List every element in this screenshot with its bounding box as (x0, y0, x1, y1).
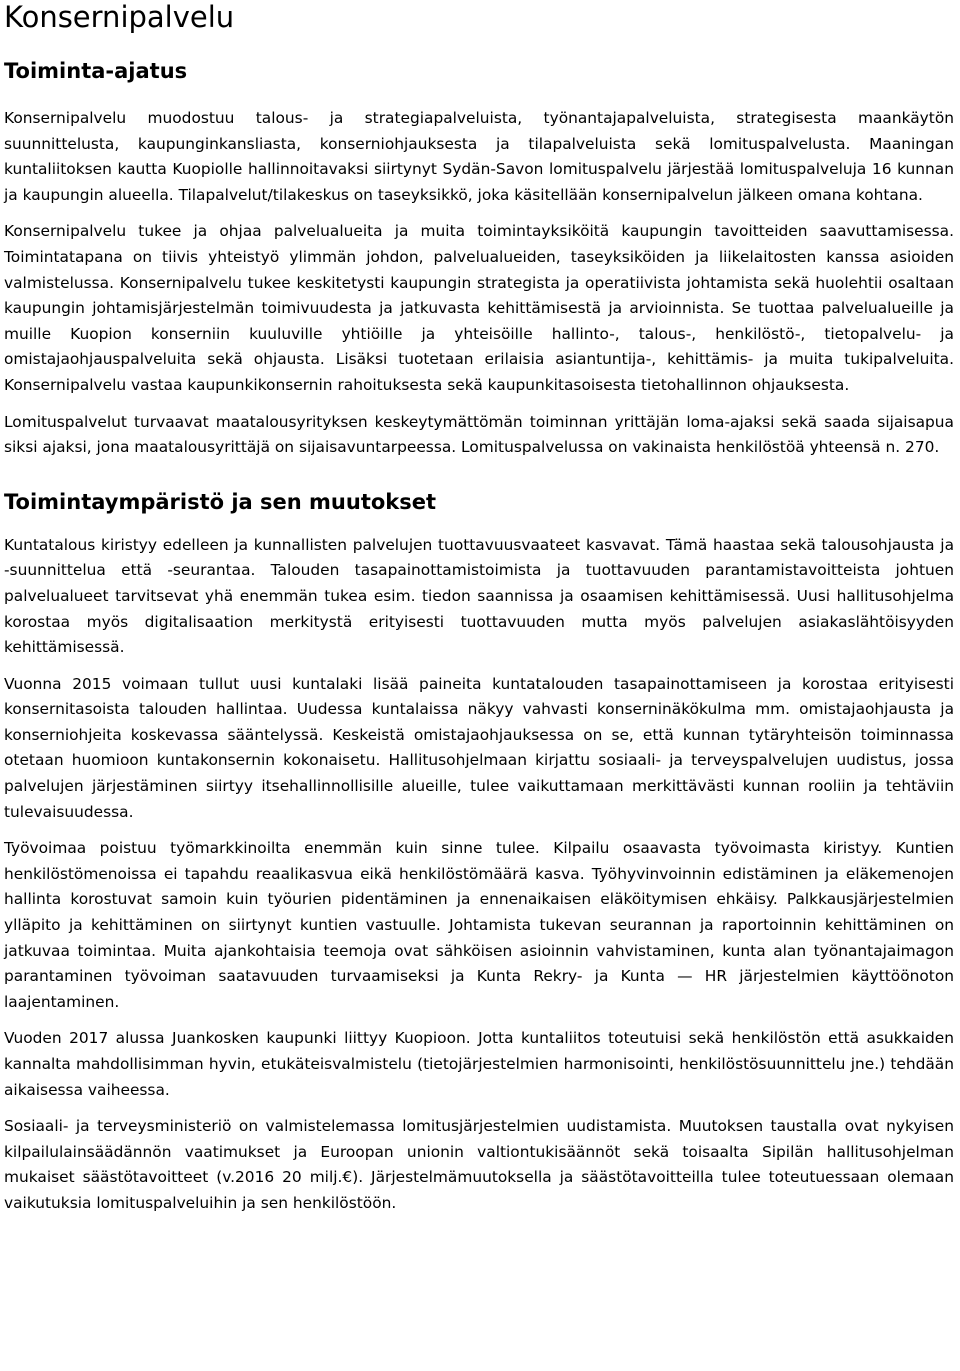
paragraph: Kuntatalous kiristyy edelleen ja kunnallisten palvelujen tuottavuusvaateet kasvavat. Tämä haastaa sekä talousohjausta ja -suunnittelua että -seurantaa. Talouden tasapainottamistoimista ja tuottavuuden parantamistavoitteista johtuen palvelualueet tarvitsevat yhä enemmän tukea esim. tiedon saannissa ja osaamisen kehittämisessä. Uusi hallitusohjelma korostaa myös digitalisaation merkitystä erityisesti tuottavuuden mutta myös palvelujen asiakaslähtöisyyden kehittämisessä. (4, 535, 954, 657)
paragraph: Sosiaali- ja terveysministeriö on valmistelemassa lomitusjärjestelmien uudistamista. Muutoksen taustalla ovat nykyisen kilpailulainsäädännön vaatimukset ja Euroopan unionin valtiontukisäännöt sekä toisaalta Sipilän hallitusohjelman mukaiset säästötavoitteet (v.2016 20 milj.€). Järjestelmämuutoksella ja säästötavoitteilla tulee toteutuessaan olemaan vaikutuksia lomituspalveluihin ja sen henkilöstöön. (4, 1117, 954, 1212)
section-toimintaymparisto (4, 489, 954, 1217)
paragraph: Lomituspalvelut turvaavat maatalousyrityksen keskeytymättömän toiminnan yrittäjän loma-ajaksi sekä saada sijaisapua siksi ajaksi, jona maatalousyrittäjä on sijaisavuntarpeessa. Lomituspalvelussa on vakinaista henkilöstöä yhteensä n. 270. (4, 412, 954, 457)
paragraph: Vuonna 2015 voimaan tullut uusi kuntalaki lisää paineita kuntatalouden tasapainottamiseen ja korostaa erityisesti konsernitasoista talouden hallintaa. Uudessa kuntalaissa näkyy vahvasti konserninäkökulma mm. omistajaohjausta ja konserniohjeita koskevassa sääntelyssä. Keskeistä omistajaohjauksessa on se, että kunnan tytäryhteisön toiminnassa otetaan huomioon kuntakonsernin kokonaisetu. Hallitusohjelmaan kirjattu sosiaali- ja terveyspalvelujen uudistus, jossa palvelujen järjestäminen siirtyy itsehallinnollisille alueille, tulee vaikuttamaan merkittävästi kunnan rooliin ja tehtäviin tulevaisuudessa. (4, 674, 954, 821)
paragraph: Konsernipalvelu tukee ja ohjaa palvelualueita ja muita toimintayksiköitä kaupungin tavoitteiden saavuttamisessa. Toimintatapana on tiivis yhteistyö ylimmän johdon, palvelualueiden, taseyksiköiden ja liikelaitosten kanssa asioiden valmistelussa. Konsernipalvelu tukee keskitetysti kaupungin strategista ja operatiivista johtamista sekä huolehtii osaltaan kaupungin johtamisjärjestelmän toimivuudesta ja jatkuvasta kehittämisestä ja arvioinnista. Se tuottaa palvelualueille ja muille Kuopion konserniin kuuluville yhtiöille ja yhteisöille hallinto-, talous-, henkilöstö-, tietopalvelu- ja omistajaohjauspalveluita sekä ohjausta. Lisäksi tuotetaan erilaisia asiantuntija-, kehittämis- ja muita tukipalveluita. Konsernipalvelu vastaa kaupunkikonsernin rahoituksesta sekä kaupunkitasoisesta tietohallinnon ohjauksesta. (4, 222, 954, 394)
section-heading: Toimintaympäristö ja sen muutokset (4, 489, 437, 514)
section-heading: Toiminta-ajatus (4, 59, 188, 83)
paragraph: Työvoimaa poistuu työmarkkinoilta enemmän kuin sinne tulee. Kilpailu osaavasta työvoimasta kiristyy. Kuntien henkilöstömenoissa ei tapahdu reaalikasvua eikä henkilöstömäärä kasva. Työhyvinvoinnin edistäminen ja eläkemenojen hallinta korostuvat samoin kuin työurien pidentäminen ja ennenaikaisen eläköitymisen ehkäisy. Palkkausjärjestelmien ylläpito ja kehittäminen on siirtynyt kuntien vastuulle. Johtamista tukevan seurannan ja raportoinnin kehittäminen on jatkuvaa toimintaa. Muita ajankohtaisia teemoja ovat sähköisen asioinnin vahvistaminen, kunta alan työnantajaimagon parantaminen työvoiman saatavuuden turvaamiseksi ja Kunta Rekry- ja Kunta — HR järjestelmien käyttöönoton laajentaminen. (4, 839, 954, 1011)
paragraph: Konsernipalvelu muodostuu talous- ja strategiapalveluista, työnantajapalveluista, strategisesta maankäytön suunnittelusta, kaupunginkansliasta, konserniohjauksesta ja tilapalveluista sekä lomituspalvelusta. Maaningan kuntaliitoksen kautta Kuopiolle hallinnoitavaksi siirtynyt Sydän-Savon lomituspalvelu järjestää lomituspalveluja 16 kunnan ja kaupungin alueella. Tilapalvelut/tilakeskus on taseyksikkö, joka käsitellään konsernipalvelun jälkeen omana kohtana. (4, 109, 954, 204)
section-toiminta-ajatus (4, 58, 954, 461)
paragraph: Vuoden 2017 alussa Juankosken kaupunki liittyy Kuopioon. Jotta kuntaliitos toteutuisi sekä henkilöstön että asukkaiden kannalta mahdollisimman hyvin, etukäteisvalmistelu (tietojärjestelmien harmonisointi, henkilöstösuunnittelu jne.) tehdään aikaisessa vaiheessa. (4, 1029, 954, 1099)
page-title: Konsernipalvelu (4, 0, 235, 34)
